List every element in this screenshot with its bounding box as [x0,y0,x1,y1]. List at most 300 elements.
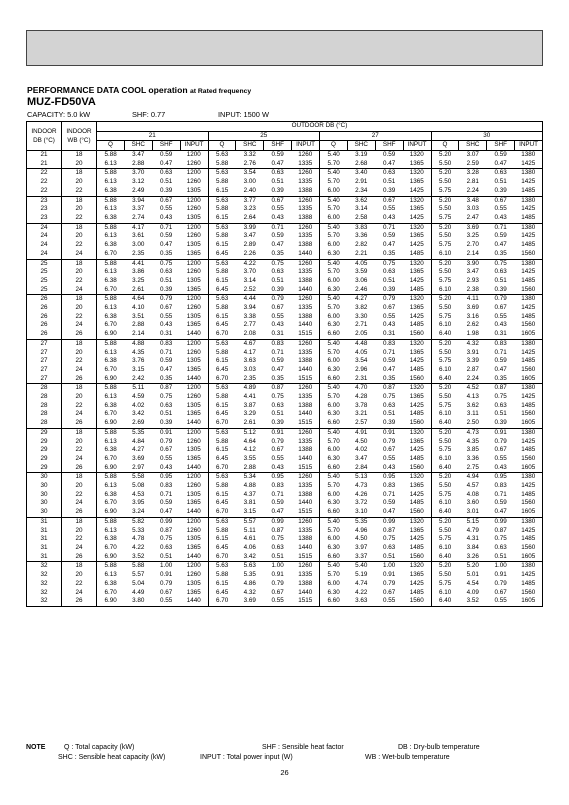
table-cell: 6.38 [97,491,125,500]
table-cell: 0.91 [271,571,284,579]
table-cell: 2.69 [124,419,152,428]
table-cell: 2.05 [347,330,375,339]
table-cell: 5.12 [243,428,256,436]
table-cell: 2.61 [236,419,264,428]
table-cell: 0.43 [160,321,173,329]
column-header: SHF [264,141,292,151]
table-cell: 2.35 [124,250,152,259]
table-cell: 1605 [515,330,543,339]
table-cell: 1380 [521,517,536,525]
table-cell: 1440 [298,410,313,418]
table-cell: 3.54 [355,357,368,365]
table-cell: 0.39 [375,187,403,196]
table-cell: 4.73 [355,482,368,490]
table-cell: 5.58 [132,473,145,481]
table-cell: 0.83 [271,339,284,347]
table-cell: 4.84 [132,437,145,445]
table-cell: 1260 [186,526,201,534]
table-cell: 0.71 [271,348,284,356]
table-cell: 5.88 [97,562,125,571]
table-cell: 5.20 [431,151,459,160]
table-cell: 32 [40,562,48,570]
table-cell: 0.31 [375,330,403,339]
table-cell: 5.40 [320,384,348,393]
table-cell: 2.42 [124,375,152,384]
table-cell: 3.01 [459,508,487,517]
table-cell: 1485 [409,410,424,418]
table-cell: 0.63 [160,268,173,276]
table-cell: 6.38 [97,241,125,250]
table-row [27,349,543,358]
table-cell: 1605 [515,508,543,517]
table-cell: 5.35 [243,571,256,579]
table-row [27,223,543,232]
table-cell: 4.02 [355,446,368,454]
title-suffix: at Rated frequency [189,88,252,95]
table-cell: 0.63 [383,401,396,409]
table-cell: 5.20 [431,339,459,348]
table-cell: 3.26 [459,553,487,562]
outdoor-temp-header: 27 [320,131,432,141]
table-row [27,455,543,464]
table-cell: 5.75 [431,402,459,411]
table-cell: 6.38 [97,446,125,455]
table-cell: 2.88 [132,321,145,329]
table-cell: 6.45 [208,410,236,419]
table-cell: 2.91 [355,178,368,186]
table-cell: 1380 [521,473,536,481]
table-cell: 6.60 [320,597,348,606]
table-cell: 3.10 [347,508,375,517]
table-cell: 0.99 [160,517,173,525]
table-cell: 0.75 [160,393,173,401]
table-cell: 1485 [521,490,536,498]
table-cell: 3.03 [243,365,256,373]
table-cell: 29 [40,454,48,462]
table-cell: 20 [62,482,97,491]
table-cell: 5.19 [355,571,368,579]
table-cell: 0.47 [494,365,507,373]
table-cell: 6.15 [208,187,236,196]
table-cell: 5.88 [97,223,125,232]
table-row [27,402,543,411]
table-cell: 3.61 [132,232,145,240]
table-cell: 1335 [298,268,313,276]
table-cell: 20 [62,268,97,277]
table-cell: 1320 [409,339,424,347]
table-cell: 5.75 [431,535,459,544]
table-cell: 6.40 [431,508,459,517]
table-cell: 3.19 [355,151,368,159]
table-cell: 5.75 [431,491,459,500]
table-row [27,535,543,544]
table-cell: 2.24 [459,375,487,384]
table-cell: 5.75 [431,357,459,366]
table-cell: 1388 [298,401,313,409]
table-cell: 0.91 [160,571,173,579]
table-row [27,205,543,214]
table-cell: 1200 [186,339,201,347]
table-row [27,562,543,571]
table-cell: 5.88 [132,562,145,570]
table-cell: 4.31 [466,535,479,543]
table-cell: 0.47 [152,160,180,169]
outdoor-temp-header: 21 [97,131,209,141]
table-cell: 3.12 [132,178,145,186]
table-cell: 0.91 [494,571,507,579]
table-cell: 4.48 [355,339,368,347]
table-cell: 5.70 [320,438,348,447]
table-cell: 2.57 [347,419,375,428]
table-cell: 1320 [409,295,424,303]
table-cell: 3.47 [132,151,145,159]
table-cell: 1440 [292,286,320,295]
table-cell: 0.47 [383,365,396,373]
table-cell: 1335 [298,304,313,312]
table-cell: 3.69 [466,223,479,231]
table-cell: 24 [62,544,97,553]
table-cell: 5.34 [243,473,256,481]
performance-table [26,121,543,607]
table-cell: 4.61 [243,535,256,543]
table-cell: 1485 [521,276,536,284]
table-row [27,160,543,169]
table-cell: 26 [27,330,62,339]
table-cell: 6.45 [208,589,236,598]
table-cell: 0.39 [487,419,515,428]
table-cell: 5.33 [132,526,145,534]
table-cell: 0.35 [487,375,515,384]
table-cell: 1560 [521,544,536,551]
table-cell: 1200 [186,151,201,159]
table-cell: 1440 [298,588,313,596]
table-cell: 0.39 [264,286,292,295]
table-cell: 3.06 [355,276,368,284]
table-cell: 3.87 [243,401,256,409]
table-cell: 6.90 [97,508,125,517]
table-row [27,571,543,580]
table-cell: 6.45 [208,455,236,464]
table-cell: 5.63 [208,473,236,482]
table-cell: 6.00 [320,214,348,223]
table-row [27,339,543,348]
table-cell: 1605 [515,419,543,428]
table-cell: 26 [62,330,97,339]
table-cell: 1515 [292,375,320,384]
table-cell: 31 [40,526,48,534]
table-cell: 4.88 [132,339,145,347]
table-cell: 22 [62,313,97,322]
table-cell: 1560 [403,464,431,473]
table-cell: 5.20 [431,384,459,393]
table-row [27,187,543,196]
table-cell: 0.43 [152,214,180,223]
table-cell: 3.28 [466,169,479,177]
table-cell: 2.88 [124,160,152,169]
table-cell: 0.63 [271,268,284,276]
table-cell: 5.63 [208,169,236,178]
table-row [27,428,543,437]
table-cell: 1560 [403,419,431,428]
indoor-db-header: INDOOR DB (°C) [27,122,62,151]
table-cell: 1200 [186,517,201,525]
table-cell: 22 [62,277,97,286]
table-cell: 0.59 [383,357,396,365]
table-cell: 1425 [521,205,536,213]
table-cell: 0.39 [487,187,515,196]
table-row [27,357,543,366]
table-cell: 3.82 [355,304,368,312]
table-cell: 6.13 [97,304,125,313]
table-cell: 31 [27,553,62,562]
table-cell: 1365 [186,410,201,418]
table-cell: 6.70 [97,455,125,464]
table-cell: 6.70 [97,321,125,330]
table-cell: 26 [62,464,97,473]
table-cell: 1425 [521,526,536,534]
table-cell: 0.35 [375,250,403,259]
table-cell: 0.79 [271,579,284,587]
table-cell: 3.51 [132,312,145,320]
table-cell: 5.75 [431,313,459,322]
table-cell: 5.88 [208,527,236,536]
table-cell: 3.29 [243,410,256,418]
table-cell: 3.16 [466,312,479,320]
table-cell: 4.37 [243,490,256,498]
table-cell: 0.67 [160,588,173,596]
table-cell: 1320 [409,428,424,436]
table-cell: 0.51 [494,178,507,186]
table-cell: 0.71 [160,490,173,498]
table-cell: 1485 [515,187,543,196]
table-cell: 6.70 [97,499,125,508]
table-cell: 1425 [521,178,536,186]
table-cell: 0.55 [271,454,284,462]
table-cell: 6.13 [97,571,125,580]
table-cell: 6.10 [431,321,459,330]
table-cell: 0.75 [271,259,284,267]
table-row [27,393,543,402]
table-cell: 0.87 [160,526,173,534]
table-cell: 5.70 [320,482,348,491]
table-cell: 24 [40,241,48,249]
table-cell: 4.11 [466,295,479,303]
table-cell: 1425 [521,232,536,240]
column-header: SHF [375,141,403,151]
table-cell: 0.71 [383,490,396,498]
table-cell: 1335 [298,437,313,445]
table-cell: 5.63 [208,428,236,437]
table-cell: 1388 [292,214,320,223]
table-cell: 3.62 [355,196,368,204]
table-cell: 5.88 [97,196,125,205]
table-cell: 0.35 [375,375,403,384]
table-cell: 0.63 [494,401,507,409]
table-cell: 6.13 [97,232,125,241]
table-cell: 27 [40,348,48,356]
table-cell: 3.37 [132,205,145,213]
table-cell: 5.50 [431,349,459,358]
table-cell: 24 [40,232,48,240]
table-cell: 0.67 [160,304,173,312]
table-cell: 1200 [186,384,201,392]
table-cell: 6.45 [208,499,236,508]
table-cell: 0.51 [494,410,507,418]
table-cell: 1365 [180,286,208,295]
table-cell: 1388 [298,276,313,284]
table-cell: 3.52 [124,553,152,562]
table-cell: 5.70 [320,393,348,402]
outdoor-db-header: OUTDOOR DB (°C) [97,122,543,132]
table-cell: 0.59 [160,232,173,240]
table-cell: 0.67 [494,196,507,204]
column-header: SHC [347,141,375,151]
table-cell: 5.13 [355,473,368,481]
table-cell: 6.38 [97,277,125,286]
table-cell: 0.51 [271,178,284,186]
table-cell: 0.83 [383,482,396,490]
table-cell: 0.91 [383,428,396,436]
table-cell: 1320 [409,517,424,525]
table-cell: 6.90 [97,553,125,562]
table-cell: 0.79 [494,579,507,587]
table-cell: 20 [62,349,97,358]
table-cell: 0.35 [264,375,292,384]
table-cell: 0.99 [383,517,396,525]
table-cell: 1440 [180,375,208,384]
table-cell: 0.75 [494,393,507,401]
table-cell: 0.59 [271,232,284,240]
table-cell: 1380 [521,384,536,392]
table-cell: 0.51 [271,410,284,418]
table-row [27,473,543,482]
table-cell: 2.82 [355,241,368,249]
table-cell: 25 [27,286,62,295]
table-cell: 1560 [521,365,536,373]
table-cell: 0.43 [271,321,284,329]
table-cell: 0.71 [383,223,396,231]
table-cell: 6.10 [431,250,459,259]
table-cell: 1335 [298,571,313,579]
table-cell: 1260 [298,169,313,177]
table-cell: 1365 [409,205,424,213]
table-cell: 0.67 [271,196,284,204]
table-cell: 0.75 [494,259,507,267]
table-cell: 1365 [186,544,201,551]
table-cell: 3.63 [347,597,375,606]
table-cell: 1440 [292,250,320,259]
table-cell: 18 [62,428,97,437]
table-cell: 1388 [298,241,313,249]
table-cell: 5.88 [97,473,125,482]
table-cell: 4.05 [355,348,368,356]
table-cell: 5.40 [320,473,348,482]
table-cell: 5.75 [431,446,459,455]
table-cell: 5.50 [431,571,459,580]
table-cell: 5.40 [355,562,368,570]
table-cell: 4.13 [466,393,479,401]
table-cell: 30 [40,482,48,490]
column-header: INPUT [515,141,543,151]
column-header: Q [208,141,236,151]
table-cell: 6.60 [320,419,348,428]
table-cell: 3.83 [355,223,368,231]
table-cell: 0.87 [160,384,173,392]
table-cell: 0.55 [160,454,173,462]
table-cell: 0.79 [383,579,396,587]
table-cell: 3.86 [132,268,145,276]
table-cell: 0.63 [271,169,284,177]
table-cell: 1440 [298,454,313,462]
table-cell: 1335 [298,205,313,213]
table-row [27,464,543,473]
table-cell: 4.64 [243,437,256,445]
table-cell: 5.11 [243,526,256,534]
table-cell: 6.15 [208,402,236,411]
table-cell: 3.80 [124,597,152,606]
table-cell: 0.63 [494,268,507,276]
table-cell: 5.20 [431,223,459,232]
model-name: MUZ-FD50VA [27,96,96,108]
table-cell: 5.20 [431,196,459,205]
table-cell: 1605 [515,553,543,562]
table-cell: 0.43 [487,214,515,223]
table-row [27,250,543,259]
table-cell: 1560 [521,588,536,596]
table-cell: 6.13 [97,349,125,358]
table-cell: 5.63 [243,562,256,570]
table-cell: 3.42 [132,410,145,418]
table-cell: 5.88 [208,268,236,277]
table-cell: 3.39 [466,357,479,365]
table-cell: 3.63 [243,357,256,365]
table-cell: 0.75 [160,259,173,267]
table-cell: 1560 [521,410,536,418]
table-cell: 6.30 [320,366,348,375]
table-cell: 4.88 [243,482,256,490]
table-cell: 26 [62,419,97,428]
table-cell: 1260 [298,339,313,347]
table-row [27,517,543,526]
table-cell: 1380 [521,562,536,570]
table-cell: 1380 [521,428,536,436]
table-cell: 3.36 [466,454,479,462]
table-cell: 22 [40,169,48,177]
table-cell: 3.97 [355,544,368,551]
table-cell: 5.40 [320,562,348,571]
table-cell: 1305 [186,490,201,498]
table-cell: 1560 [521,454,536,462]
table-cell: 0.75 [271,535,284,543]
table-cell: 0.55 [494,312,507,320]
table-cell: 6.10 [431,544,459,553]
table-cell: 1425 [521,304,536,312]
table-cell: 4.27 [132,446,145,454]
table-cell: 1260 [298,517,313,525]
table-cell: 24 [62,410,97,419]
table-cell: 0.55 [375,597,403,606]
table-cell: 0.75 [383,393,396,401]
table-cell: 28 [27,419,62,428]
table-cell: 0.31 [264,330,292,339]
table-cell: 2.21 [347,250,375,259]
table-cell: 6.13 [97,438,125,447]
table-cell: 0.79 [383,437,396,445]
table-cell: 1485 [521,446,536,454]
table-cell: 0.71 [271,490,284,498]
table-cell: 0.47 [271,241,284,249]
table-cell: 6.70 [208,508,236,517]
